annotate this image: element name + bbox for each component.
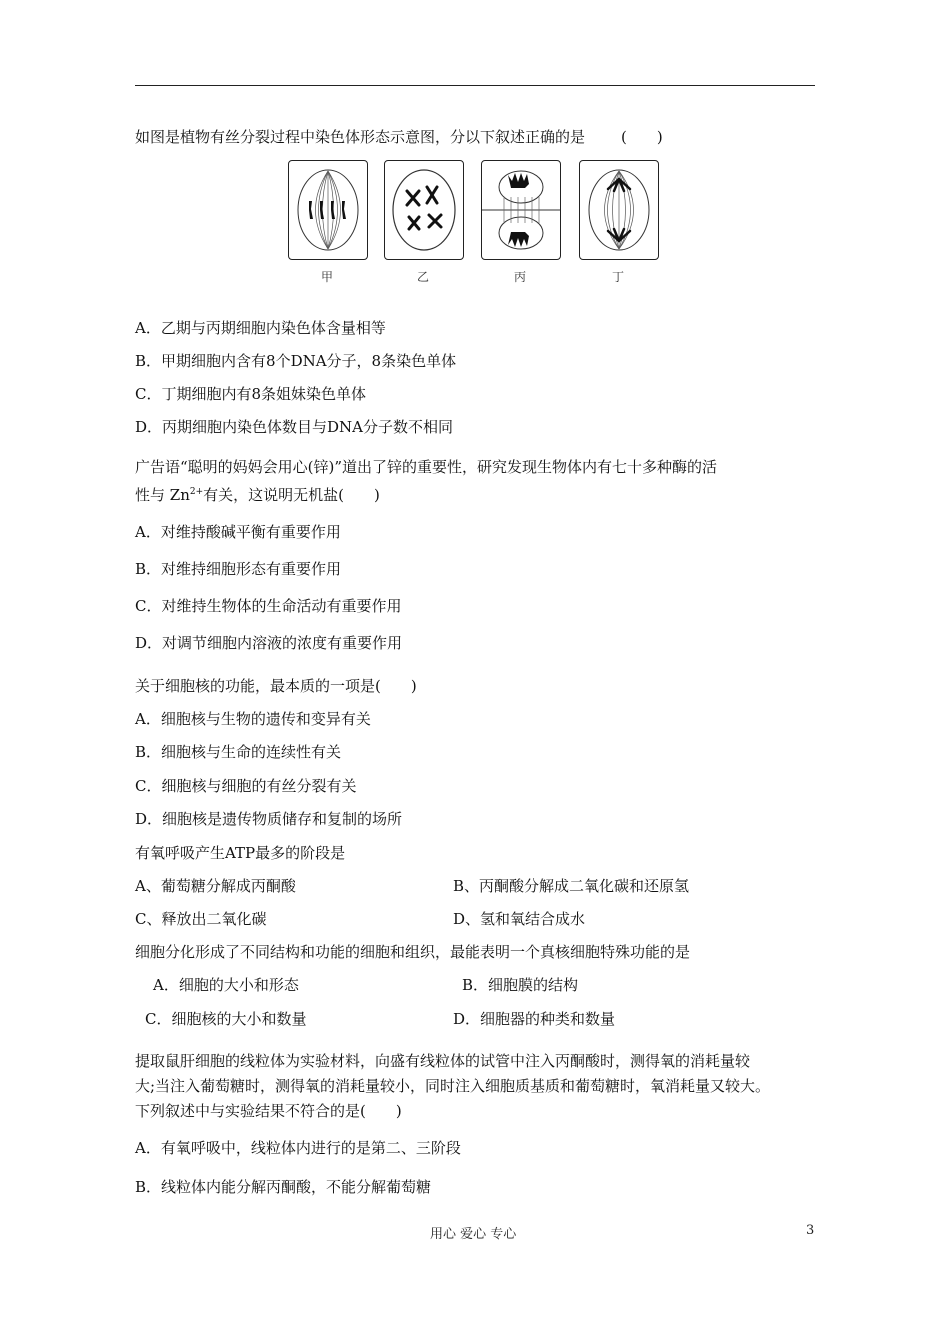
q1-option-a: A．乙期与丙期细胞内染色体含量相等 bbox=[135, 319, 386, 337]
q5-option-a: A．细胞的大小和形态 bbox=[153, 976, 299, 994]
q1-option-b: B．甲期细胞内含有8个DNA分子，8条染色单体 bbox=[135, 352, 457, 370]
question-3-stem: 关于细胞核的功能，最本质的一项是( ) bbox=[135, 677, 417, 695]
question-4-stem: 有氧呼吸产生ATP最多的阶段是 bbox=[135, 844, 346, 862]
question-6-stem-line3: 下列叙述中与实验结果不符合的是( ) bbox=[135, 1102, 402, 1120]
page-number: 3 bbox=[806, 1223, 815, 1238]
q6-option-a: A．有氧呼吸中，线粒体内进行的是第二、三阶段 bbox=[135, 1139, 461, 1157]
q1-option-c: C．丁期细胞内有8条姐妹染色单体 bbox=[135, 385, 367, 403]
question-2-stem-line1: 广告语“聪明的妈妈会用心(锌)”道出了锌的重要性，研究发现生物体内有七十多种酶的活 bbox=[135, 458, 718, 476]
cell-ding bbox=[579, 160, 659, 260]
q2-option-d: D．对调节细胞内溶液的浓度有重要作用 bbox=[135, 634, 403, 652]
q4-option-a: A、葡萄糖分解成丙酮酸 bbox=[135, 877, 296, 895]
q3-option-b: B．细胞核与生命的连续性有关 bbox=[135, 743, 342, 761]
footer-motto: 用心 爱心 专心 bbox=[430, 1227, 517, 1242]
q5-option-d: D．细胞器的种类和数量 bbox=[453, 1010, 616, 1028]
question-6-stem-line2: 大;当注入葡萄糖时，测得氧的消耗量较小，同时注入细胞质基质和葡萄糖时，氧消耗量又较大。 bbox=[135, 1077, 771, 1095]
label-bing: 丙 bbox=[513, 270, 526, 284]
q2-option-b: B．对维持细胞形态有重要作用 bbox=[135, 560, 342, 578]
cell-bing bbox=[481, 160, 561, 260]
q3-option-c: C．细胞核与细胞的有丝分裂有关 bbox=[135, 777, 357, 795]
mitosis-figure bbox=[288, 160, 664, 286]
q4-option-c: C、释放出二氧化碳 bbox=[135, 910, 267, 928]
q5-option-b: B．细胞膜的结构 bbox=[462, 976, 579, 994]
q5-option-c: C．细胞核的大小和数量 bbox=[145, 1010, 307, 1028]
q4-option-b: B、丙酮酸分解成二氧化碳和还原氢 bbox=[453, 877, 690, 895]
q3-option-d: D．细胞核是遗传物质储存和复制的场所 bbox=[135, 810, 403, 828]
question-2-stem-line2: 性与 $Zn^{2+}$有关，这说明无机盐( ) bbox=[135, 486, 380, 504]
header-rule bbox=[135, 85, 815, 86]
label-yi: 乙 bbox=[416, 270, 429, 284]
label-jia: 甲 bbox=[320, 270, 333, 284]
q4-option-d: D、氢和氧结合成水 bbox=[453, 910, 586, 928]
q6-option-b: B．线粒体内能分解丙酮酸，不能分解葡萄糖 bbox=[135, 1178, 432, 1196]
cell-yi bbox=[384, 160, 464, 260]
question-5-stem: 细胞分化形成了不同结构和功能的细胞和组织，最能表明一个真核细胞特殊功能的是 bbox=[135, 943, 691, 961]
cell-jia bbox=[288, 160, 368, 260]
q1-option-d: D．丙期细胞内染色体数目与DNA分子数不相同 bbox=[135, 418, 454, 436]
q2-option-c: C．对维持生物体的生命活动有重要作用 bbox=[135, 597, 402, 615]
question-1-stem: 如图是植物有丝分裂过程中染色体形态示意图，分以下叙述正确的是 ( ) bbox=[135, 128, 663, 146]
q2-option-a: A．对维持酸碱平衡有重要作用 bbox=[135, 523, 341, 541]
q3-option-a: A．细胞核与生物的遗传和变异有关 bbox=[135, 710, 371, 728]
question-6-stem-line1: 提取鼠肝细胞的线粒体为实验材料，向盛有线粒体的试管中注入丙酮酸时，测得氧的消耗量较 bbox=[135, 1052, 751, 1070]
label-ding: 丁 bbox=[611, 270, 624, 284]
